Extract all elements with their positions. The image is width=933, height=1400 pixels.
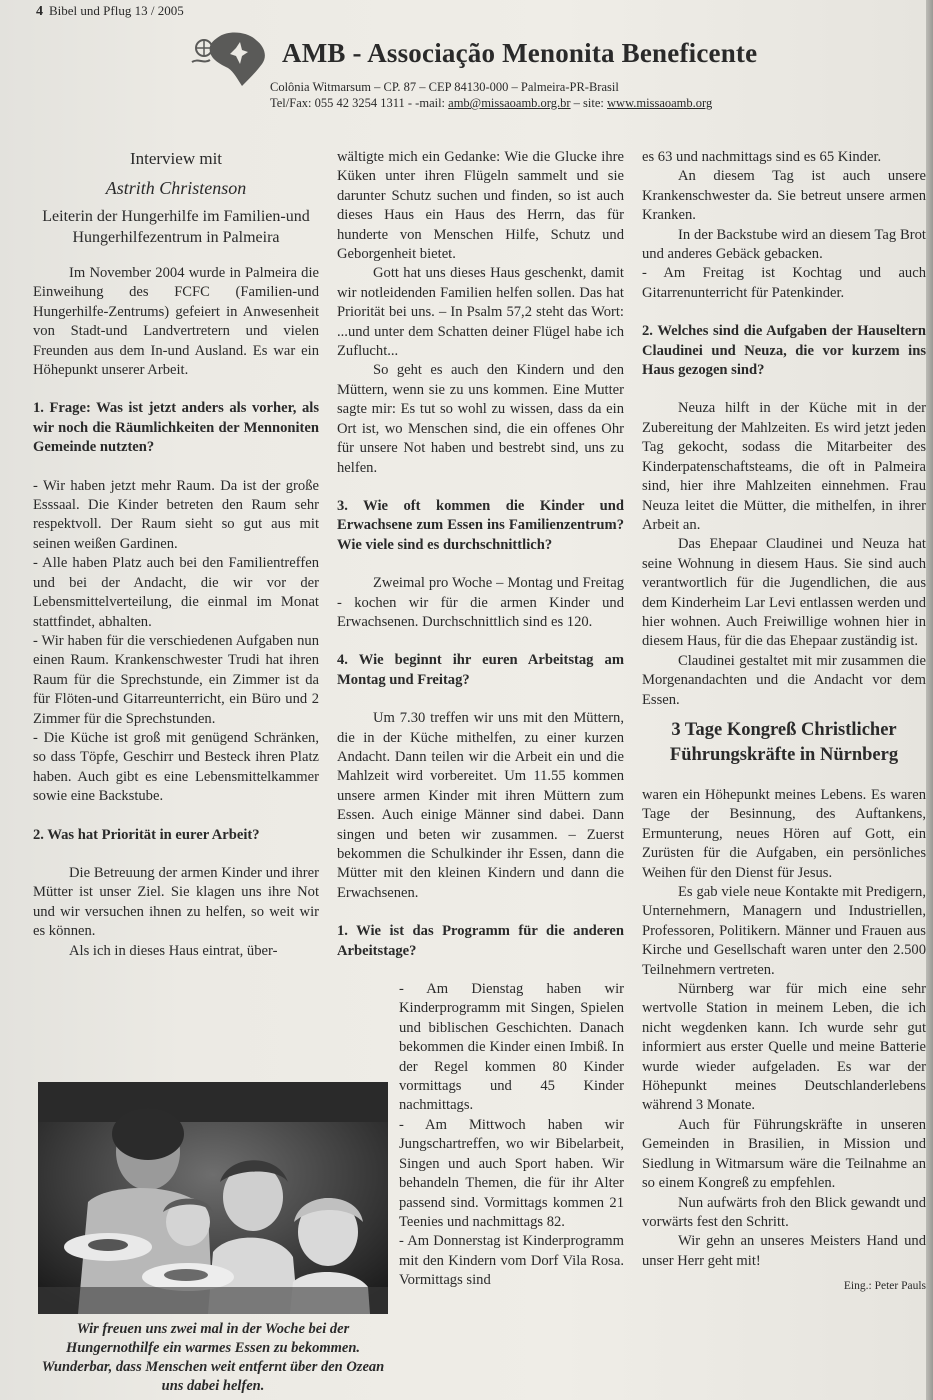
interviewee-name: Astrith Christenson — [105, 178, 247, 198]
column-2-body — [337, 148, 624, 980]
org-contact — [270, 96, 712, 111]
spacer — [33, 845, 319, 864]
paragraph: Das Ehepaar Claudinei und Neuza hat seine Wohnung in diesem Haus. Sie sind auch verantwortlich für die Jugendlichen, die aus dem Kinderheim Lar Levi entlassen werden und hier wohnen. Auch Freiwillige wohnen hier in diesem Haus, für die das Ehepaar zuständig ist. — [642, 536, 926, 650]
amb-logo-icon — [190, 28, 272, 90]
paragraph: - Wir haben für die verschiedenen Aufgaben nun einen Raum. Krankenschwester Trudi hat ihren Raum für die Sprechstunde, ein Zimmer ist da für Flöten-und Gitarreunterricht, ein Büro und 2 Zimmer für die Sprechstunden. — [33, 632, 319, 727]
running-header — [36, 3, 184, 20]
photo-caption: Wir freuen uns zwei mal in der Woche bei der Hungernothilfe ein warmes Essen zu bekommen. Wunderbar, dass Menschen weit entfernt über den Ozean uns dabei helfen. — [41, 1321, 385, 1394]
photo-children-eating — [38, 1082, 388, 1314]
spacer — [337, 555, 624, 574]
paragraph: wältigte mich ein Gedanke: Wie die Glucke ihre Küken unter ihren Flügeln sammelt und sie darunter Schutz suchen und finden, so ist auch dieses Haus ein Haus des Herrn, das für hunderte von Menschen Hilfe, Schutz und Geborgenheit bietet. — [337, 149, 624, 263]
paragraph: Die Betreuung der armen Kinder und ihrer Mütter ist unser Ziel. Sie klagen uns ihre Not und wir versuchen ihnen zu helfen, so weit wir es können. — [33, 864, 319, 940]
site-link[interactable]: www.missaoamb.org — [607, 96, 713, 110]
spacer — [33, 807, 319, 826]
spacer — [337, 903, 624, 922]
org-title: AMB - Associação Menonita Beneficente — [282, 38, 758, 68]
paragraph: waren ein Höhepunkt meines Lebens. Es waren Tage der Besinnung, des Auftankens, Ermunterung, neues Hören auf Gott, ein Zurüsten für die Aufgaben, ein persönliches Weihen für den Dienst für Jesus. — [642, 786, 926, 881]
paragraph: Claudinei gestaltet mit mir zusammen die Morgenandachten und die Andacht vor dem Essen. — [642, 652, 926, 708]
question-heading: 4. Wie beginnt ihr euren Arbeitstag am Montag und Freitag? — [337, 652, 624, 688]
paragraph: Es gab viele neue Kontakte mit Predigern, Unternehmern, Managern und Industriellen, Professoren, Politikern. Männer und Frauen aus Kirche und Gesellschaft waren unter den 2.500 Teilnehmern vertreten. — [642, 884, 926, 978]
paragraph: Nun aufwärts froh den Blick gewandt und vorwärts fest den Schritt. — [642, 1194, 926, 1230]
spacer — [337, 478, 624, 497]
spacer — [33, 380, 319, 399]
paragraph: - Am Freitag ist Kochtag und auch Gitarrenunterricht für Patenkinder. — [642, 265, 926, 301]
page-edge — [926, 0, 933, 1400]
paragraph: - Wir haben jetzt mehr Raum. Da ist der große Esssaal. Die Kinder betreten den Raum sehr respektvoll. Der Raum sieht so gut aus mit seinen weißen Gardinen. — [33, 477, 319, 552]
interviewee-role: Leiterin der Hungerhilfe im Familien-und Hungerhilfezentrum in Palmeira — [42, 208, 310, 246]
spacer — [642, 303, 926, 322]
question-heading: 2. Welches sind die Aufgaben der Hauseltern Claudinei und Neuza, die vor kurzem ins Haus gezogen sind? — [642, 323, 926, 379]
spacer — [337, 690, 624, 709]
interview-title: Interview mit — [129, 149, 223, 168]
paragraph: Neuza hilft in der Küche mit in der Zubereitung der Mahlzeiten. Es wird jetzt jeden Tag gekocht, sodass die Mitarbeiter des Kinderpatenschaftsteams, die oft in Palmeira sind, hier ihre Mahlzeiten einnehmen. Frau Neuza leitet die Mütter, die mithelfen, in ihrer Arbeit an. — [642, 400, 926, 533]
spacer — [33, 458, 319, 477]
paragraph: So geht es auch den Kindern und den Müttern, wenn sie zu uns kommen. Eine Mutter sagte mir: Es tut so wohl zu wissen, dass da ein Ort ist, wo Menschen sind, die ein offenes Ohr für unsere Not haben und bestrebt sind, uns zu helfen. — [337, 362, 624, 476]
kongress-body — [642, 786, 926, 1271]
paragraph: Gott hat uns dieses Haus geschenkt, damit wir notleidenden Familien helfen sollen. Das hat Priorität bei uns. – In Psalm 57,2 steht das Wort: ...und unter dem Schatten deiner Flügel habe ich Zuflucht... — [337, 265, 624, 360]
question-heading: 3. Wie oft kommen die Kinder und Erwachsene zum Essen ins Familienzentrum? Wie viele sind es durchschnittlich? — [337, 497, 624, 553]
paragraph: An diesem Tag ist auch unsere Krankenschwester da. Sie betreut unsere armen Kranken. — [642, 168, 926, 224]
publication-name: Bibel und Pflug 13 / 2005 — [49, 3, 184, 18]
author-credit: Eing.: Peter Pauls — [843, 1280, 926, 1293]
paragraph: - Am Mittwoch haben wir Jungschartreffen, wo wir Bibelarbeit, Singen und auch Sport haben. Wir behandeln Themen, die für ihr Alter passend sind. Vormittags kommen 21 Teenies und nachmittags 82. — [399, 1116, 624, 1230]
question-heading: 1. Frage: Was ist jetzt anders als vorher, als wir noch die Räumlichkeiten der Mennoniten Gemeinde nutzten? — [33, 400, 319, 456]
paragraph: In der Backstube wird an diesem Tag Brot und anderes Gebäck gebacken. — [642, 226, 926, 263]
paragraph: Um 7.30 treffen wir uns mit den Müttern, die in der Küche mithelfen, zu einer kurzen Andacht. Dann teilen wir die Arbeit ein und die Mahlzeit wird vorbereitet. Um 11.55 kommen unsere armen Kinder mit ihren Müttern zum Essen. Auch einige Männer sind dabei. Dann singen und beten wir zusammen. – Zuerst bekommen die Schulkinder ihr Essen, dann die Mütter mit den kleinen Kindern und dann die Erwachsenen. — [337, 710, 624, 901]
paragraph: Als ich in dieses Haus eintrat, über- — [69, 942, 278, 959]
question-heading: 2. Was hat Priorität in eurer Arbeit? — [33, 826, 260, 843]
paragraph: - Alle haben Platz auch bei den Familientreffen und bei der Andacht, die wir vor der Lebensmittelverteilung, die einmal im Monat stattfindet, abhalten. — [33, 555, 319, 630]
site-prefix: – site: — [570, 96, 608, 110]
spacer — [337, 632, 624, 651]
page-number: 4 — [36, 4, 43, 19]
paragraph: Nürnberg war für mich eine sehr wertvolle Station in meinem Leben, die ich nicht wegdenken kann. Ich wurde sehr gut informiert aus erster Quelle und meine Batterie wurde wieder aufgeladen. Es war der Höhepunkt meines Deutschlanderlebens während 3 Monate. — [642, 981, 926, 1114]
paragraph: Wir gehn an unseres Meisters Hand und unser Herr geht mit! — [642, 1233, 926, 1269]
spacer — [337, 961, 624, 980]
paragraph: - Am Donnerstag ist Kinderprogramm mit den Kindern vom Dorf Vila Rosa. Vormittags sind — [399, 1233, 624, 1289]
paragraph: - Am Dienstag haben wir Kinderprogramm mit Singen, Spielen und biblischen Geschichten. Danach bekommen die Kinder einen Imbiß. In der Regel kommen 80 Kinder vormittags und 45 Kinder nachmittags. — [399, 981, 624, 1114]
column-1-body — [33, 264, 319, 961]
email-link[interactable]: amb@missaoamb.org.br — [448, 96, 571, 110]
kongress-headline: 3 Tage Kongreß Christlicher Führungskräfte in Nürnberg — [669, 719, 899, 765]
paragraph: Zweimal pro Woche – Montag und Freitag - kochen wir für die armen Kinder und Erwachsenen. Durchschnittlich sind es 120. — [337, 575, 624, 630]
column-1 — [33, 148, 319, 961]
question-heading: 1. Wie ist das Programm für die anderen Arbeitstage? — [337, 923, 624, 959]
paragraph: Im November 2004 wurde in Palmeira die Einweihung des FCFC (Familien-und Hungerhilfe-Zentrums) gefeiert in Anwesenheit von Stadt-und Landvertretern und vielen Freunden aus dem In-und Ausland. Es war ein Höhepunkt unserer Arbeit. — [33, 265, 319, 379]
paragraph: - Die Küche ist groß mit genügend Schränken, so dass Töpfe, Geschirr und Besteck ihren Platz haben. Auch gibt es eine Lebensmittelkammer sowie eine Backstube. — [33, 729, 319, 805]
org-address: Colônia Witmarsum – CP. 87 – CEP 84130-000 – Palmeira-PR-Brasil — [270, 80, 619, 94]
column-3-body — [642, 148, 926, 710]
column-3 — [642, 148, 926, 1297]
spacer — [642, 380, 926, 399]
column-2-lower-body — [399, 980, 624, 1291]
contact-prefix: Tel/Fax: 055 42 3254 1311 - -mail: — [270, 96, 449, 110]
paragraph: es 63 und nachmittags sind es 65 Kinder. — [642, 149, 882, 165]
paragraph: Auch für Führungskräfte in unseren Gemeinden in Brasilien, in Mission und Siedlung in Witmarsum wäre die Teilnahme an so einem Kongreß zu empfehlen. — [642, 1116, 926, 1192]
